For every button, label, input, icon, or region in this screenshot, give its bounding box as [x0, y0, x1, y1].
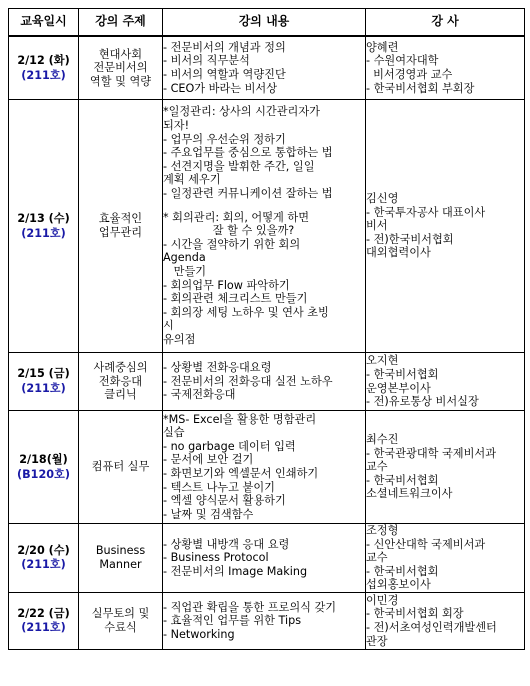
table-row: [9, 524, 525, 593]
content-line: - 일정관련 커뮤니케이션 잘하는 법: [163, 187, 333, 201]
lecturer-line: 소셜네트워크이사: [366, 487, 453, 501]
topic-cell: [79, 524, 163, 593]
content-line: - 화면보기와 엑셀문서 인쇄하기: [163, 467, 319, 480]
content-line: - 상황별 내방객 응대 요령: [163, 537, 290, 551]
lecturer-line: 비서경영과 교수: [366, 68, 453, 81]
content-cell: [163, 524, 366, 593]
date-text: 2/15 (금): [17, 367, 70, 381]
topic-cell: [79, 100, 163, 353]
lecturer-line: 비서: [366, 219, 388, 233]
content-line: - 회의업무 Flow 파악하기: [163, 278, 290, 292]
content-line: 계획 세우기: [163, 173, 221, 187]
content-line: *일정관리: 상사의 시간관리자가: [163, 105, 320, 119]
lecturer-cell: [366, 592, 525, 649]
lecturer-cell: [366, 353, 525, 411]
date-cell: [9, 36, 79, 100]
lecturer-line: 교수: [366, 551, 388, 565]
content-line: - 직업관 확립을 통한 프로의식 갖기: [163, 600, 337, 614]
content-line: - 텍스트 나누고 붙이기: [163, 480, 275, 494]
topic-line: 현대사회: [98, 47, 143, 61]
content-line: - 엑셀 양식문서 활용하기: [163, 494, 286, 508]
content-line: - 비서의 역할과 역량진단: [163, 68, 286, 81]
topic-cell: [79, 592, 163, 649]
content-line: - 전문비서의 전화응대 실전 노하우: [163, 374, 333, 388]
content-line: 잘 할 수 있을까?: [163, 224, 295, 238]
content-line: - 업무의 우선순위 정하기: [163, 132, 286, 146]
lecturer-cell: [366, 411, 525, 524]
lecturer-line: - 한국비서협회: [366, 367, 439, 381]
header-row: [9, 9, 525, 37]
lecturer-line: 양혜련: [366, 40, 399, 54]
date-text: 2/20 (수): [17, 543, 70, 557]
content-line: - Business Protocol: [163, 551, 269, 565]
lecturer-line: 김신영: [366, 192, 399, 206]
date-cell: [9, 524, 79, 593]
content-line: * 회의관리: 회의, 어떻게 하면: [163, 210, 310, 224]
topic-cell: [79, 411, 163, 524]
lecturer-line: - 전)서초여성인력개발센터: [366, 620, 497, 634]
table-row: [9, 353, 525, 411]
date-text: 2/13 (수): [17, 211, 70, 225]
content-line: - CEO가 바라는 비서상: [163, 81, 278, 95]
schedule-body: [9, 36, 525, 649]
content-cell: [163, 353, 366, 411]
content-line: - 문서에 보안 걸기: [163, 453, 254, 467]
lecturer-line: - 전)유로통상 비서실장: [366, 395, 479, 409]
content-line: 실습: [163, 426, 185, 440]
content-cell: [163, 36, 366, 100]
date-text: 2/18(월): [19, 452, 68, 466]
lecturer-line: 이민경: [366, 593, 399, 607]
topic-line: 전문비서의: [93, 61, 148, 75]
topic-line: Manner: [99, 557, 142, 571]
content-line: Agenda: [163, 251, 206, 265]
lecturer-line: - 한국투자공사 대표이사: [366, 205, 486, 219]
lecturer-line: 오지현: [366, 354, 399, 368]
table-row: [9, 592, 525, 649]
content-line: 만들기: [163, 264, 207, 278]
room-text: (211호): [21, 558, 66, 572]
topic-line: Business: [95, 544, 146, 558]
lecturer-line: 조정형: [366, 524, 399, 537]
table-row: [9, 411, 525, 524]
content-line: - 전문비서의 Image Making: [163, 564, 308, 578]
date-cell: [9, 100, 79, 353]
header-content: 강의 내용: [163, 9, 366, 37]
content-line: 시: [163, 319, 174, 333]
content-line: - no garbage 데이터 입력: [163, 439, 296, 453]
header-topic: 강의 주제: [79, 9, 163, 37]
table-row: [9, 100, 525, 353]
topic-line: 역할 및 역량: [89, 74, 152, 88]
topic-cell: [79, 36, 163, 100]
topic-cell: [79, 353, 163, 411]
lecturer-line: - 신안산대학 국제비서과: [366, 537, 486, 551]
content-cell: [163, 411, 366, 524]
lecturer-cell: [366, 36, 525, 100]
content-line: - Networking: [163, 627, 235, 641]
lecturer-cell: [366, 524, 525, 593]
room-text: (211호): [21, 68, 66, 82]
lecturer-line: 최수진: [366, 433, 399, 447]
content-line: - 전문비서의 개념과 정의: [163, 40, 286, 54]
lecturer-line: 교수: [366, 460, 388, 474]
lecturer-line: - 한국비서협회 부회장: [366, 81, 475, 95]
content-line: - 주요업무를 중심으로 통합하는 법: [163, 146, 333, 160]
content-cell: [163, 592, 366, 649]
date-cell: [9, 411, 79, 524]
content-line: [163, 201, 365, 211]
date-cell: [9, 592, 79, 649]
lecturer-line: - 한국비서협회 회장: [366, 607, 464, 621]
lecturer-line: - 한국관광대학 국제비서과: [366, 446, 497, 460]
header-date: 교육일시: [9, 9, 79, 37]
content-line: - 회의장 세팅 노하우 및 연사 초빙: [163, 305, 329, 319]
lecturer-line: 대외협력이사: [366, 246, 431, 260]
lecturer-line: - 한국비서협회: [366, 564, 439, 578]
header-lecturer: 강 사: [366, 9, 525, 37]
content-line: - 비서의 직무분석: [163, 54, 250, 68]
content-cell: [163, 100, 366, 353]
date-text: 2/22 (금): [17, 606, 70, 620]
schedule-table: [8, 8, 525, 650]
topic-line: 실무토의 및: [91, 607, 150, 621]
lecturer-line: 운영본부이사: [366, 381, 431, 395]
topic-line: 사례중심의: [93, 361, 148, 375]
date-text: 2/12 (화): [17, 53, 70, 67]
room-text: (211호): [21, 382, 66, 395]
content-line: - 상황별 전화응대요령: [163, 361, 272, 375]
date-cell: [9, 353, 79, 411]
room-text: (211호): [21, 621, 66, 635]
topic-line: 컴퓨터 실무: [91, 460, 150, 474]
lecturer-line: - 전)한국비서협회: [366, 232, 454, 246]
lecturer-line: 섭외홍보이사: [366, 578, 431, 592]
topic-line: 수료식: [104, 620, 137, 634]
lecturer-line: 관장: [366, 634, 388, 648]
room-text: (211호): [21, 226, 66, 240]
content-line: 되자!: [163, 119, 190, 133]
content-line: 유의점: [163, 332, 196, 346]
content-line: - 날짜 및 검색함수: [163, 507, 254, 521]
room-text: (B120호): [17, 467, 70, 481]
content-line: - 효율적인 업무를 위한 Tips: [163, 614, 302, 628]
content-line: - 국제전화응대: [163, 388, 236, 402]
content-line: - 회의관련 체크리스트 만들기: [163, 292, 308, 306]
lecturer-line: - 한국비서협회: [366, 473, 439, 487]
topic-line: 업무관리: [98, 226, 143, 239]
content-line: *MS- Excel을 활용한 명함관리: [163, 412, 317, 426]
table-row: [9, 36, 525, 100]
lecturer-line: - 수원여자대학: [366, 54, 439, 68]
topic-line: 효율적인: [98, 212, 143, 226]
topic-line: 전화응대: [98, 374, 143, 388]
content-line: - 선견지명을 발휘한 주간, 일일: [163, 159, 315, 173]
content-line: - 시간을 절약하기 위한 회의: [163, 237, 301, 251]
lecturer-cell: [366, 100, 525, 353]
topic-line: 클리닉: [104, 388, 137, 402]
